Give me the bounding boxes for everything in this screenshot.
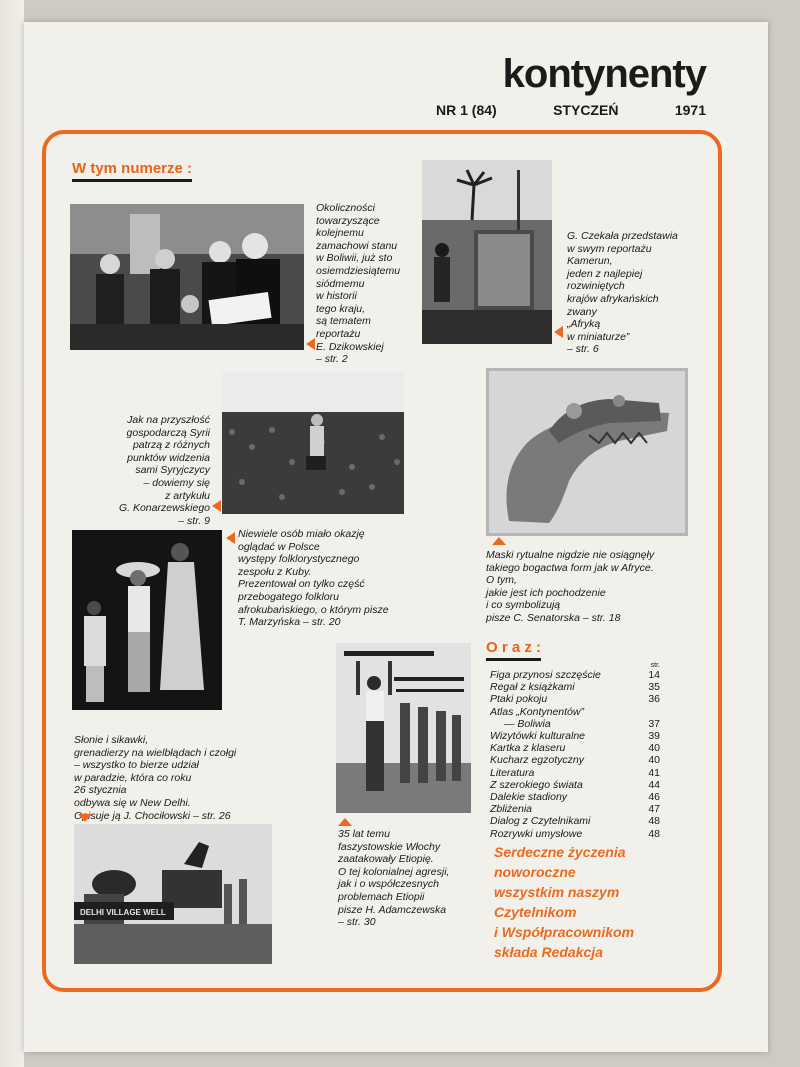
- toc-item-title: Literatura: [490, 766, 535, 779]
- toc-item-page: 47: [648, 803, 660, 816]
- photo-new-delhi-parade: [74, 824, 272, 964]
- issue-year: 1971: [674, 102, 706, 118]
- toc-item-page: 40: [648, 754, 660, 767]
- photo-ritual-mask: [486, 368, 688, 536]
- pointer-left-icon: [226, 532, 235, 544]
- toc-item-page: 41: [648, 766, 660, 779]
- caption-bolivia: Okoliczności towarzyszące kolejnemu zamachowi stanu w Boliwii, już sto osiemdziesiątemu siódmemu w historii tego kraju, są tematem reportażu E. Dzikowskiej – str. 2: [316, 202, 401, 366]
- toc-item-title: Wizytówki kulturalne: [490, 730, 586, 743]
- caption-ethiopia: 35 lat temu faszystowskie Włochy zaatakowały Etiopię. O tej kolonialnej agresji, jak i o współczesnych problemach Etiopii pisze H. Adamczewska – str. 30: [338, 828, 450, 929]
- toc-item-page: 36: [648, 693, 660, 706]
- toc-item-title: Figa przynosi szczęście: [490, 669, 601, 681]
- pointer-left-icon: [554, 326, 563, 338]
- toc-item: [490, 669, 660, 681]
- toc-item-page: 37: [648, 717, 660, 730]
- toc-item-title: Dalekie stadiony: [490, 791, 568, 804]
- toc-list: [490, 662, 660, 840]
- toc-item: [490, 803, 660, 815]
- photo-bolivia-officials: [70, 204, 304, 350]
- toc-item: [490, 779, 660, 791]
- caption-cameroon: G. Czekała przedstawia w swym reportażu Kamerun, jeden z najlepiej rozwiniętych krajów afrykańskich zwany „Afryką w miniaturze” – str. 6: [567, 230, 678, 356]
- caption-cuba: Niewiele osób miało okazję oglądać w Polsce występy folklorystycznego zespołu z Kuby. Prezentował on tylko część przebogatego folkloru afrokubańskiego, o którym pisze T. Marzyńska – str. 20: [238, 528, 389, 629]
- toc-item: [490, 681, 660, 693]
- toc-item: [490, 742, 660, 754]
- toc-item: [490, 754, 660, 766]
- pointer-left-icon: [306, 338, 315, 350]
- magazine-spine: [0, 0, 24, 1067]
- issue-number: NR 1 (84): [436, 102, 497, 118]
- page-column-label: str.: [650, 662, 660, 669]
- toc-item-title: Zbliżenia: [490, 803, 533, 816]
- caption-masks: Maski rytualne nigdzie nie osiągnęły takiego bogactwa form jak w Afryce. O tym, jakie jest ich pochodzenie i co symbolizują pisze C. Senatorska – str. 18: [486, 549, 655, 624]
- toc-item-page: 48: [648, 815, 660, 828]
- contents-heading: W tym numerze :: [72, 160, 192, 182]
- toc-item-title: Atlas „Kontynentów”: [490, 705, 584, 718]
- toc-item-page: 44: [648, 778, 660, 791]
- photo-ethiopia-soldiers: [336, 643, 471, 813]
- toc-item-title: Rozrywki umysłowe: [490, 827, 583, 840]
- toc-item: [490, 828, 660, 840]
- toc-item: [490, 706, 660, 718]
- parade-sign: DELHI VILLAGE WELL: [80, 908, 166, 917]
- pointer-up-icon: [492, 537, 506, 545]
- caption-syria: Jak na przyszłość gospodarczą Syrii patrzą z różnych punktów widzenia sami Syryjczycy – dowiemy się z artykułu G. Konarzewskiego – str. 9: [118, 414, 210, 527]
- new-year-greeting: Serdeczne życzenia noworoczne wszystkim naszym Czytelnikom i Współpracownikom składa Redakcja: [494, 844, 635, 960]
- toc-item: [490, 693, 660, 705]
- toc-item-page: 14: [648, 669, 660, 681]
- magazine-page: [24, 22, 768, 1052]
- oraz-heading: O r a z :: [486, 639, 541, 661]
- masthead: [436, 52, 706, 118]
- toc-item-title: Dialog z Czytelnikami: [490, 815, 591, 828]
- toc-item-page: 35: [648, 681, 660, 694]
- issue-info: [436, 102, 706, 118]
- issue-month: STYCZEŃ: [553, 102, 619, 118]
- magazine-logo: kontynenty: [502, 52, 706, 96]
- photo-cameroon: [422, 160, 552, 344]
- toc-item: [490, 718, 660, 730]
- pointer-up-icon: [338, 818, 352, 826]
- toc-item: [490, 767, 660, 779]
- toc-item-title: Regał z książkami: [490, 681, 575, 694]
- toc-item-title: Z szerokiego świata: [490, 778, 583, 791]
- toc-item-page: 39: [648, 730, 660, 743]
- toc-item-title: — Boliwia: [504, 717, 551, 730]
- toc-item-title: Kucharz egzotyczny: [490, 754, 584, 767]
- toc-item-page: 46: [648, 791, 660, 804]
- caption-new-delhi: Słonie i sikawki, grenadierzy na wielbłądach i czołgi – wszystko to bierze udział w paradzie, która co roku 26 stycznia odbywa się w New Delhi. Opisuje ją J. Chociłowski – str. 26: [74, 734, 237, 822]
- toc-item-title: Ptaki pokoju: [490, 693, 548, 706]
- photo-cuban-folklore: [72, 530, 222, 710]
- toc-item: [490, 730, 660, 742]
- pointer-left-icon: [212, 500, 221, 512]
- toc-item-page: 40: [648, 742, 660, 755]
- toc-item-page: 48: [648, 827, 660, 840]
- pointer-down-icon: [78, 814, 92, 822]
- photo-syria-field: [222, 372, 404, 514]
- toc-item-title: Kartka z klaseru: [490, 742, 566, 755]
- toc-item: [490, 815, 660, 827]
- toc-item: [490, 791, 660, 803]
